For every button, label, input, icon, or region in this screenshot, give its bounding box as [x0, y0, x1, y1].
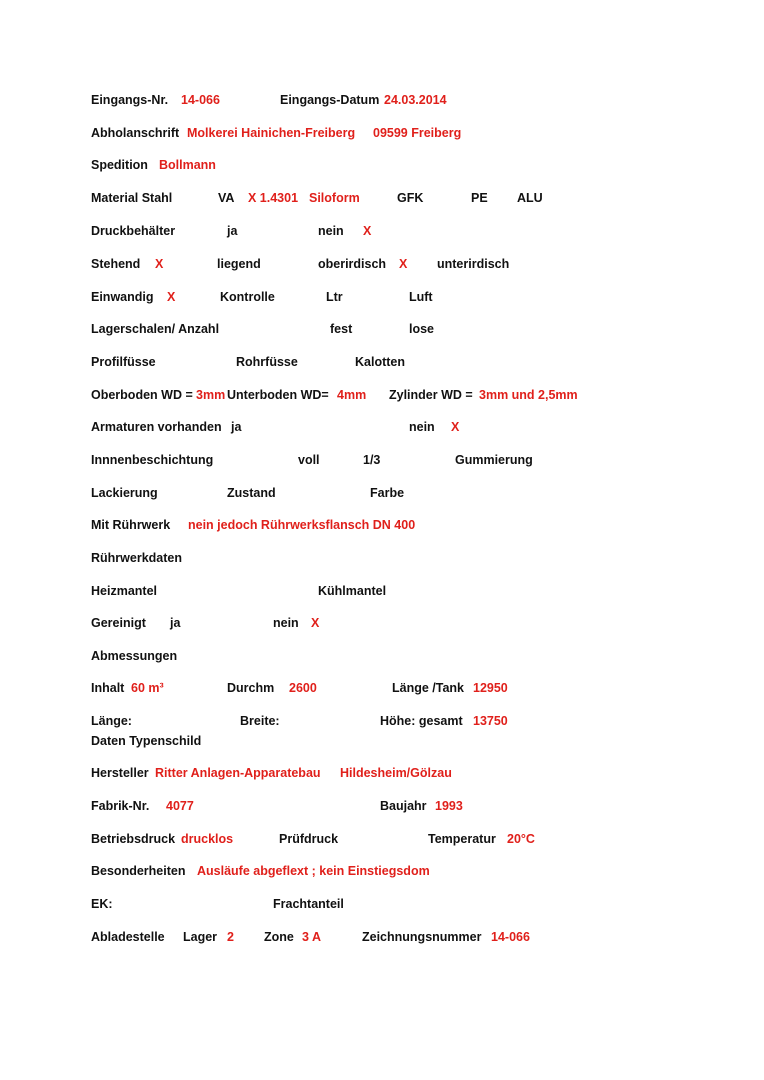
row-fabrik	[0, 798, 764, 814]
option-liegend: liegend	[217, 257, 261, 271]
label-abholanschrift: Abholanschrift	[91, 126, 180, 140]
label-heizmantel: Heizmantel	[91, 584, 157, 598]
row-druck	[0, 831, 764, 847]
label-innenbeschichtung: Innnenbeschichtung	[91, 453, 214, 467]
option-nein: nein	[318, 224, 344, 238]
label-spedition: Spedition	[91, 158, 148, 172]
value-durchmesser: 2600	[289, 681, 317, 695]
value-fabrik-nr: 4077	[166, 799, 194, 813]
label-zone: Zone	[264, 930, 294, 944]
label-hoehe-gesamt: Höhe: gesamt	[380, 714, 463, 728]
option-alu: ALU	[517, 191, 543, 205]
row-armaturen	[0, 419, 764, 435]
row-druckbehaelter	[0, 223, 764, 239]
value-eingangs-nr: 14-066	[181, 93, 220, 107]
option-gummierung: Gummierung	[455, 453, 533, 467]
label-ek: EK:	[91, 897, 113, 911]
label-ruehrwerkdaten: Rührwerkdaten	[91, 551, 182, 565]
value-temperatur: 20°C	[507, 832, 535, 846]
value-werkstoff: X 1.4301	[248, 191, 299, 205]
row-abholanschrift	[0, 125, 764, 141]
label-zustand: Zustand	[227, 486, 276, 500]
value-zylinder-wd: 3mm und 2,5mm	[479, 388, 578, 402]
value-zone: 3 A	[302, 930, 321, 944]
label-material: Material Stahl	[91, 191, 173, 205]
row-lackierung	[0, 485, 764, 501]
value-eingangs-datum: 24.03.2014	[384, 93, 447, 107]
value-abholanschrift-firma: Molkerei Hainichen-Freiberg	[187, 126, 356, 140]
row-wandstaerke	[0, 387, 764, 403]
option-rohrfuesse: Rohrfüsse	[236, 355, 298, 369]
label-eingangs-nr: Eingangs-Nr.	[91, 93, 169, 107]
row-einwandig	[0, 289, 764, 305]
row-spedition	[0, 157, 764, 173]
option-pe: PE	[471, 191, 488, 205]
option-va: VA	[218, 191, 235, 205]
mark-stehend: X	[155, 257, 164, 271]
label-laenge-tank: Länge /Tank	[392, 681, 465, 695]
label-baujahr: Baujahr	[380, 799, 427, 813]
label-kuehlmantel: Kühlmantel	[318, 584, 387, 598]
label-abladestelle: Abladestelle	[91, 930, 165, 944]
option-kontrolle: Kontrolle	[220, 290, 275, 304]
label-lagerschalen: Lagerschalen/ Anzahl	[91, 322, 220, 336]
option-ltr: Ltr	[326, 290, 343, 304]
row-stehend	[0, 256, 764, 272]
label-stehend: Stehend	[91, 257, 141, 271]
row-lagerschalen	[0, 321, 764, 337]
label-temperatur: Temperatur	[428, 832, 496, 846]
option-nein: nein	[273, 616, 299, 630]
mark-nein: X	[451, 420, 460, 434]
row-ruehrwerkdaten	[0, 550, 764, 566]
label-unterboden-wd: Unterboden WD=	[227, 388, 329, 402]
value-besonderheiten: Ausläufe abgeflext ; kein Einstiegsdom	[197, 864, 430, 878]
label-inhalt: Inhalt	[91, 681, 125, 695]
label-hersteller: Hersteller	[91, 766, 149, 780]
label-eingangs-datum: Eingangs-Datum	[280, 93, 380, 107]
mark-einwandig: X	[167, 290, 176, 304]
value-laenge-tank: 12950	[473, 681, 508, 695]
value-betriebsdruck: drucklos	[181, 832, 234, 846]
label-breite: Breite:	[240, 714, 280, 728]
value-abholanschrift-ort: 09599 Freiberg	[373, 126, 462, 140]
label-besonderheiten: Besonderheiten	[91, 864, 186, 878]
label-oberboden-wd: Oberboden WD =	[91, 388, 193, 402]
option-kalotten: Kalotten	[355, 355, 405, 369]
row-masse	[0, 713, 764, 729]
label-lackierung: Lackierung	[91, 486, 158, 500]
label-lager: Lager	[183, 930, 218, 944]
label-abmessungen: Abmessungen	[91, 649, 178, 663]
label-frachtanteil: Frachtanteil	[273, 897, 344, 911]
value-siloform: Siloform	[309, 191, 360, 205]
value-spedition: Bollmann	[159, 158, 216, 172]
row-abladestelle	[0, 929, 764, 945]
label-druckbehaelter: Druckbehälter	[91, 224, 176, 238]
label-ruehrwerk: Mit Rührwerk	[91, 518, 171, 532]
value-lager: 2	[227, 930, 234, 944]
value-hersteller-ort: Hildesheim/Gölzau	[340, 766, 452, 780]
label-farbe: Farbe	[370, 486, 405, 500]
row-material	[0, 190, 764, 206]
option-ein-drittel: 1/3	[363, 453, 381, 467]
label-laenge: Länge:	[91, 714, 132, 728]
value-baujahr: 1993	[435, 799, 463, 813]
value-ruehrwerk: nein jedoch Rührwerksflansch DN 400	[188, 518, 416, 532]
row-mantel	[0, 583, 764, 599]
label-durchmesser: Durchm	[227, 681, 275, 695]
option-gfk: GFK	[397, 191, 424, 205]
row-innenbeschichtung	[0, 452, 764, 468]
row-inhalt	[0, 680, 764, 696]
label-profilfuesse: Profilfüsse	[91, 355, 156, 369]
row-ruehrwerk	[0, 517, 764, 533]
value-unterboden-wd: 4mm	[337, 388, 367, 402]
mark-nein: X	[363, 224, 372, 238]
value-oberboden-wd: 3mm	[196, 388, 226, 402]
option-fest: fest	[330, 322, 353, 336]
row-eingang	[0, 92, 764, 108]
label-gereinigt: Gereinigt	[91, 616, 146, 630]
value-hersteller: Ritter Anlagen-Apparatebau	[155, 766, 321, 780]
value-inhalt: 60 m³	[131, 681, 164, 695]
option-ja: ja	[231, 420, 242, 434]
row-fuesse	[0, 354, 764, 370]
label-armaturen: Armaturen vorhanden	[91, 420, 222, 434]
label-einwandig: Einwandig	[91, 290, 154, 304]
row-besonderheiten	[0, 863, 764, 879]
option-luft: Luft	[409, 290, 433, 304]
label-zeichnungsnummer: Zeichnungsnummer	[362, 930, 482, 944]
value-zeichnungsnummer: 14-066	[491, 930, 530, 944]
mark-oberirdisch: X	[399, 257, 408, 271]
label-zylinder-wd: Zylinder WD =	[389, 388, 473, 402]
row-ek	[0, 896, 764, 912]
option-nein: nein	[409, 420, 435, 434]
label-pruefdruck: Prüfdruck	[279, 832, 339, 846]
row-gereinigt	[0, 615, 764, 631]
label-fabrik-nr: Fabrik-Nr.	[91, 799, 150, 813]
value-hoehe-gesamt: 13750	[473, 714, 508, 728]
option-lose: lose	[409, 322, 435, 336]
option-voll: voll	[298, 453, 320, 467]
row-typenschild	[0, 733, 764, 749]
label-betriebsdruck: Betriebsdruck	[91, 832, 176, 846]
mark-nein: X	[311, 616, 320, 630]
label-daten-typenschild: Daten Typenschild	[91, 734, 202, 748]
option-unterirdisch: unterirdisch	[437, 257, 510, 271]
option-ja: ja	[170, 616, 181, 630]
option-ja: ja	[227, 224, 238, 238]
row-abmessungen	[0, 648, 764, 664]
row-hersteller	[0, 765, 764, 781]
option-oberirdisch: oberirdisch	[318, 257, 387, 271]
